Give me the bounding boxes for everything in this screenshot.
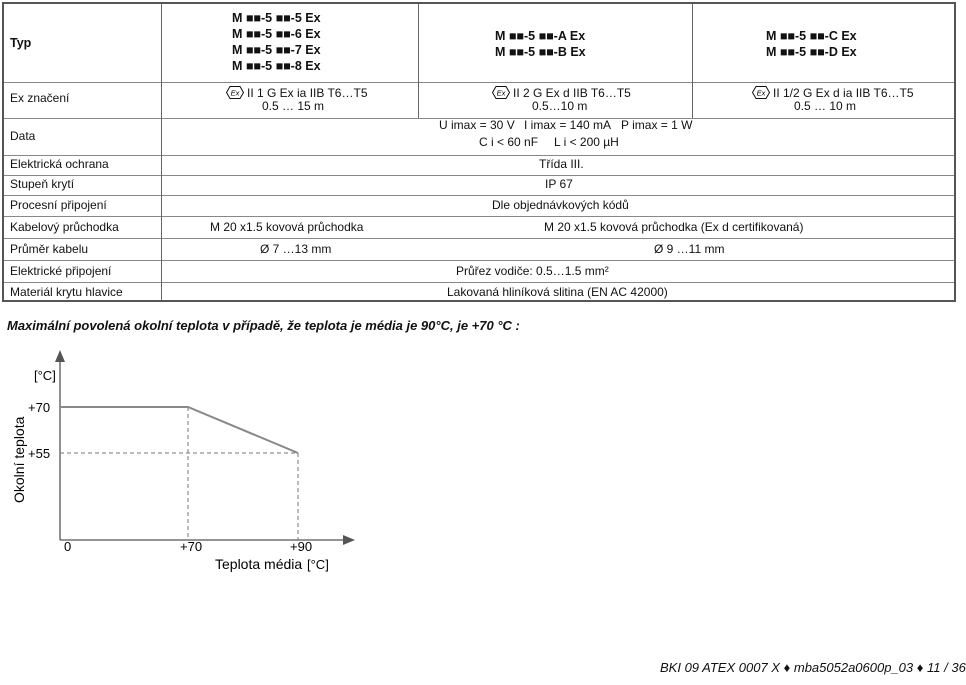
y-tick-label: +55 — [28, 446, 51, 461]
ex-col2-text: II 2 G Ex d IIB T6…T5 — [513, 86, 631, 100]
header-typ: Typ — [10, 36, 32, 50]
ip-value: IP 67 — [545, 177, 573, 191]
type-item: M ■■-5 ■■-B Ex — [495, 45, 586, 59]
ex-col3-length: 0.5 … 10 m — [794, 99, 857, 113]
col-divider — [418, 4, 419, 118]
label-elec-conn: Elektrické připojení — [10, 264, 112, 278]
x-axis-title: Teplota média — [215, 556, 303, 572]
ex-hexagon-icon — [226, 86, 244, 99]
row-process — [4, 195, 954, 217]
types-col3 — [766, 28, 857, 60]
temperature-chart — [0, 340, 400, 590]
y-tick-label: +70 — [28, 400, 51, 415]
ex-col1-length: 0.5 … 15 m — [262, 99, 325, 113]
data-i: I imax = 140 mA — [524, 118, 612, 132]
label-ex: Ex značení — [10, 91, 70, 105]
label-process: Procesní připojení — [10, 198, 107, 212]
ex-hexagon-icon — [492, 86, 510, 99]
col-divider — [161, 4, 162, 300]
label-cable-gland: Kabelový průchodka — [10, 220, 119, 234]
label-elec-protect: Elektrická ochrana — [10, 157, 109, 171]
diamond-icon: ♦ — [916, 660, 924, 675]
ex-col1-text: II 1 G Ex ia IIB T6…T5 — [247, 86, 368, 100]
housing-value: Lakovaná hliníková slitina (EN AC 42000) — [447, 285, 668, 299]
svg-text:Ex: Ex — [756, 88, 766, 98]
row-elec-protect — [4, 155, 954, 176]
footer-page: 11 / 36 — [927, 660, 966, 675]
ex-col2 — [492, 86, 631, 113]
diamond-icon: ♦ — [783, 660, 791, 675]
type-item: M ■■-5 ■■-8 Ex — [232, 59, 321, 73]
elec-protect-value: Třída III. — [539, 157, 584, 171]
gland-col2: M 20 x1.5 kovová průchodka (Ex d certifikovaná) — [544, 220, 804, 234]
y-axis-arrow — [55, 350, 65, 362]
ex-col3-text: II 1/2 G Ex d ia IIB T6…T5 — [773, 86, 914, 100]
data-c: C i < 60 nF — [479, 135, 539, 149]
ex-col2-length: 0.5…10 m — [532, 99, 588, 113]
type-item: M ■■-5 ■■-C Ex — [766, 29, 857, 43]
types-col2 — [495, 28, 586, 60]
footer-doc: BKI 09 ATEX 0007 X — [660, 660, 780, 675]
type-item: M ■■-5 ■■-D Ex — [766, 45, 857, 59]
label-data: Data — [10, 129, 36, 143]
row-dia — [4, 238, 954, 261]
page-footer — [660, 660, 966, 675]
type-item: M ■■-5 ■■-6 Ex — [232, 27, 321, 41]
types-col1 — [232, 10, 321, 74]
y-axis-title: Okolní teplota — [11, 416, 27, 503]
dia-col1: Ø 7 …13 mm — [260, 242, 332, 256]
x-unit-label: [°C] — [307, 557, 329, 572]
elec-conn-value: Průřez vodiče: 0.5…1.5 mm² — [456, 264, 609, 278]
x-tick-label: +90 — [290, 539, 313, 554]
label-cable-dia: Průměr kabelu — [10, 242, 89, 256]
ex-col1 — [226, 86, 368, 113]
x-tick-label: 0 — [64, 539, 72, 554]
gland-col1: M 20 x1.5 kovová průchodka — [210, 220, 364, 234]
data-p: P imax = 1 W — [621, 118, 693, 132]
y-unit-label: [°C] — [34, 368, 56, 383]
data-l: L i < 200 µH — [554, 135, 619, 149]
chart-guides — [60, 407, 298, 540]
row-ip — [4, 175, 954, 196]
svg-text:Ex: Ex — [496, 88, 506, 98]
col-divider — [692, 4, 693, 118]
type-item: M ■■-5 ■■-7 Ex — [232, 43, 321, 57]
type-item: M ■■-5 ■■-5 Ex — [232, 11, 321, 25]
type-item: M ■■-5 ■■-A Ex — [495, 29, 586, 43]
dia-col2: Ø 9 …11 mm — [654, 242, 725, 256]
label-ip: Stupeň krytí — [10, 177, 75, 191]
series-line — [60, 407, 298, 453]
process-value: Dle objednávkových kódů — [492, 198, 629, 212]
ex-hexagon-icon — [752, 86, 770, 99]
ex-col3 — [752, 86, 914, 113]
spec-table — [2, 2, 956, 302]
svg-text:Ex: Ex — [230, 88, 240, 98]
temperature-note: Maximální povolená okolní teplota v případě, že teplota je média je 90°C, je +70 °C : — [7, 318, 520, 333]
row-gland — [4, 216, 954, 239]
label-housing: Materiál krytu hlavice — [10, 285, 123, 299]
x-tick-label: +70 — [180, 539, 203, 554]
footer-file: mba5052a0600p_03 — [793, 660, 914, 675]
data-u: U imax = 30 V — [439, 118, 515, 132]
x-axis-arrow — [343, 535, 355, 545]
